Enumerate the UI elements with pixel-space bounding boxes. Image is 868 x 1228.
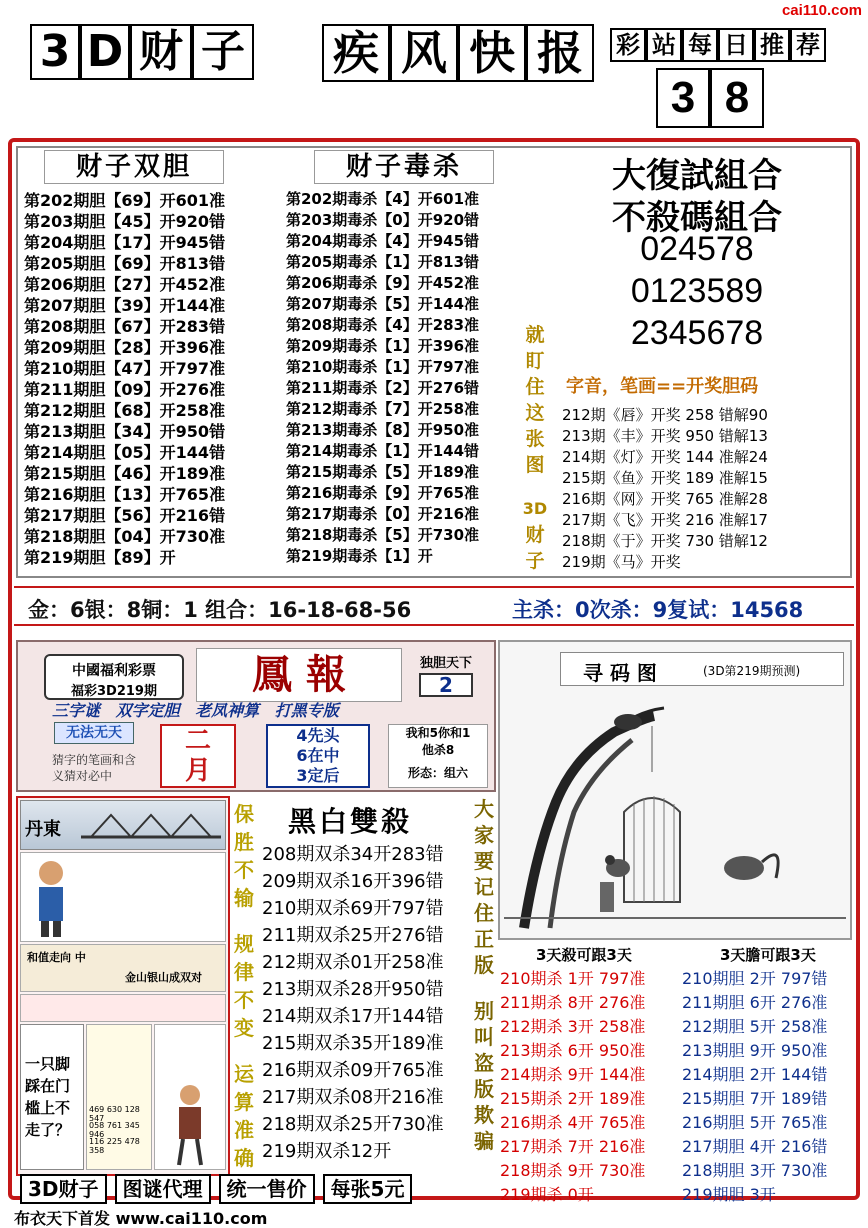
list-item: 213期双杀28开950错 <box>262 979 444 1000</box>
title-char: 疾 <box>322 24 390 82</box>
riddle-card <box>20 1024 84 1170</box>
list-item: 第207期毒杀【5】开144准 <box>286 295 480 313</box>
note-char: 张 <box>525 428 545 450</box>
list-item: 216期杀 4开 765准 <box>500 1113 646 1132</box>
slogan-char: 荐 <box>790 28 826 62</box>
list-item: 214期胆 2开 144错 <box>682 1065 828 1084</box>
note-char: 版 <box>474 1077 494 1101</box>
slogan-char: 每 <box>682 28 718 62</box>
numbers-card <box>86 1024 152 1170</box>
mid-line: 3定后 <box>296 766 340 785</box>
list-item: 219期双杀12开 <box>262 1141 392 1162</box>
title-char: 快 <box>458 24 526 82</box>
note-char: 算 <box>234 1090 254 1114</box>
list-item: 第213期毒杀【8】开950准 <box>286 421 480 439</box>
bridge-icon <box>81 807 221 847</box>
footer-credit[interactable]: 布衣天下首发 www.cai110.com <box>14 1209 268 1228</box>
lottery-name: 中國福利彩票 <box>72 663 156 679</box>
note-char: 胜 <box>234 830 254 854</box>
list-item: 第215期胆【46】开189准 <box>24 464 226 483</box>
list-item: 211期双杀25开276错 <box>262 925 444 946</box>
summary-right: 主杀：0次杀：9复试：14568 <box>512 598 804 622</box>
mini-number: 058 761 345 946 <box>89 1121 140 1139</box>
list-item: 215期双杀35开189准 <box>262 1033 444 1054</box>
vertical-note <box>520 322 550 574</box>
combo-number: 024578 <box>640 230 754 268</box>
note-char: 规 <box>234 932 254 956</box>
mini-label: 丹東 <box>25 819 61 840</box>
title-char: 3 <box>30 24 80 80</box>
fengbao-banner: 三字谜 双字定胆 老凤神算 打黑专版 <box>52 701 339 720</box>
note-char: 住 <box>474 901 494 925</box>
list-item: 第204期胆【17】开945错 <box>24 233 226 252</box>
list-item: 216期双杀09开765准 <box>262 1060 444 1081</box>
list-item: 211期杀 8开 276准 <box>500 993 646 1012</box>
note-char: 别 <box>474 999 494 1023</box>
issue-digit: 8 <box>710 68 764 128</box>
list-item: 第204期毒杀【4】开945错 <box>286 232 480 250</box>
combo-number: 0123589 <box>630 272 764 310</box>
right-line: 他杀8 <box>421 743 455 757</box>
slogan-char: 推 <box>754 28 790 62</box>
ad-strip <box>20 994 226 1022</box>
issue-digit: 3 <box>656 68 710 128</box>
list-item: 217期《飞》开奖 216 准解17 <box>562 511 768 529</box>
list-item: 214期杀 9开 144准 <box>500 1065 646 1084</box>
xunma-subtitle: (3D第219期预测) <box>703 664 801 678</box>
list-item: 第210期胆【47】开797准 <box>24 359 226 378</box>
list-item: 第203期胆【45】开920错 <box>24 212 226 231</box>
list-item: 214期《灯》开奖 144 准解24 <box>562 448 768 466</box>
form-label: 形态：组六 <box>407 766 468 780</box>
fengbao-mid <box>266 724 370 788</box>
footer-item: 图谜代理 <box>115 1174 211 1204</box>
fengbao-title: 鳳 報 <box>196 648 402 702</box>
list-item: 第205期胆【69】开813错 <box>24 254 226 273</box>
list-item: 212期双杀01开258准 <box>262 952 444 973</box>
list-item: 第215期毒杀【5】开189准 <box>286 463 480 481</box>
list-item: 第208期胆【67】开283错 <box>24 317 226 336</box>
site-url[interactable]: cai110.com <box>781 2 862 19</box>
list-item: 215期胆 7开 189错 <box>682 1089 828 1108</box>
note-char: 3D <box>522 499 548 518</box>
note-char: 保 <box>234 802 254 826</box>
issue-number <box>656 68 764 128</box>
list-item: 第206期胆【27】开452准 <box>24 275 226 294</box>
vertical-note <box>468 796 500 1154</box>
note-char: 运 <box>234 1062 254 1086</box>
note-char: 盯 <box>525 350 545 372</box>
list-item: 217期杀 7开 216准 <box>500 1137 646 1156</box>
combo-number: 2345678 <box>630 314 764 352</box>
list-item: 217期胆 4开 216错 <box>682 1137 828 1156</box>
list-item: 第212期毒杀【7】开258准 <box>286 400 480 418</box>
list-item: 213期胆 9开 950准 <box>682 1041 828 1060</box>
note-char: 正 <box>474 927 494 951</box>
mid-line: 6在中 <box>296 746 340 765</box>
ziyin-title: 字音，笔画==开奖胆码 <box>566 376 759 397</box>
slogan-char: 彩 <box>610 28 646 62</box>
person-icon <box>155 1025 225 1169</box>
list-item: 第219期胆【89】开 <box>24 548 176 567</box>
tree-bird-illustration <box>504 692 846 932</box>
shuangdan-title: 财子双胆 <box>44 150 224 184</box>
mini-label: 一只脚踩在门槛上不走了？ <box>25 1055 71 1139</box>
combo-title: 不殺碼組合 <box>612 198 782 238</box>
list-item: 第205期毒杀【1】开813错 <box>286 253 480 271</box>
note-char: 盗 <box>474 1051 494 1075</box>
issue-label: 福彩3D219期 <box>71 684 157 699</box>
list-item: 第208期毒杀【4】开283准 <box>286 316 480 334</box>
list-item: 第211期胆【09】开276准 <box>24 380 226 399</box>
list-item: 215期《鱼》开奖 189 准解15 <box>562 469 768 487</box>
list-item: 第212期胆【68】开258准 <box>24 401 226 420</box>
slogan <box>610 28 826 62</box>
note-char: 财 <box>525 524 545 546</box>
title-right <box>322 24 594 82</box>
note-char: 家 <box>474 823 494 847</box>
list-item: 219期胆 3开 <box>682 1185 776 1204</box>
xunma-title: 寻 码 图 <box>583 661 657 685</box>
list-item: 第214期胆【05】开144错 <box>24 443 226 462</box>
list-item: 第216期毒杀【9】开765准 <box>286 484 480 502</box>
dusha-title: 财子毒杀 <box>314 150 494 184</box>
list-item: 212期胆 5开 258准 <box>682 1017 828 1036</box>
list-item: 208期双杀34开283错 <box>262 844 444 865</box>
footer-item: 3D财子 <box>20 1174 107 1204</box>
note-char: 准 <box>234 1118 254 1142</box>
note-char: 版 <box>474 953 494 977</box>
list-item: 第218期胆【04】开730准 <box>24 527 226 546</box>
note-char: 要 <box>474 849 494 873</box>
list-item: 218期双杀25开730准 <box>262 1114 444 1135</box>
list-item: 217期双杀08开216准 <box>262 1087 444 1108</box>
right-line: 我和5你和1 <box>405 726 471 740</box>
combo-title: 大復試組合 <box>612 156 782 196</box>
corner-value: 2 <box>419 673 473 697</box>
sha3-title: 3天殺可跟3天 <box>536 946 632 964</box>
list-item: 216期胆 5开 765准 <box>682 1113 828 1132</box>
summary-bar <box>14 586 854 626</box>
big-char: 月 <box>184 756 211 786</box>
note-char: 就 <box>525 324 545 346</box>
list-item: 第213期胆【34】开950错 <box>24 422 226 441</box>
heibai-title: 黑白雙殺 <box>288 805 413 838</box>
note-char: 变 <box>234 1016 254 1040</box>
title-left <box>30 24 254 80</box>
footer-item: 每张5元 <box>323 1174 413 1204</box>
note-char: 确 <box>234 1146 254 1170</box>
child-figure-icon <box>21 853 81 939</box>
mid-line: 4先头 <box>296 726 340 745</box>
note-char: 叫 <box>474 1025 494 1049</box>
list-item: 212期《唇》开奖 258 错解90 <box>562 406 768 424</box>
note-char: 欺 <box>474 1103 494 1127</box>
list-item: 第219期毒杀【1】开 <box>286 547 433 565</box>
slogan-char: 站 <box>646 28 682 62</box>
list-item: 第209期胆【28】开396准 <box>24 338 226 357</box>
note-char: 记 <box>474 875 494 899</box>
dan3-title: 3天膽可跟3天 <box>720 946 816 964</box>
list-item: 第202期胆【69】开601准 <box>24 191 226 210</box>
fengbao-riddle: 猜字的笔画和含义猜对必中 <box>52 753 137 783</box>
footer-item: 统一售价 <box>219 1174 315 1204</box>
mini-number: 469 630 128 547 <box>89 1105 140 1123</box>
title-char: 子 <box>192 24 254 80</box>
title-char: D <box>80 24 130 80</box>
note-char: 律 <box>234 960 254 984</box>
note-char: 这 <box>525 402 545 424</box>
list-item: 210期胆 2开 797错 <box>682 969 828 988</box>
list-item: 211期胆 6开 276准 <box>682 993 828 1012</box>
note-char: 不 <box>234 988 254 1012</box>
list-item: 第210期毒杀【1】开797准 <box>286 358 480 376</box>
list-item: 216期《网》开奖 765 准解28 <box>562 490 768 508</box>
fengbao-corner <box>408 652 484 700</box>
bridge-image <box>20 800 226 850</box>
xunma-title-box <box>560 652 844 686</box>
title-char: 财 <box>130 24 192 80</box>
list-item: 213期《丰》开奖 950 错解13 <box>562 427 768 445</box>
slogan-char: 日 <box>718 28 754 62</box>
list-item: 第217期毒杀【0】开216准 <box>286 505 480 523</box>
mini-label: 和值走向 中 <box>27 951 86 964</box>
list-item: 第218期毒杀【5】开730准 <box>286 526 480 544</box>
list-item: 第202期毒杀【4】开601准 <box>286 190 480 208</box>
list-item: 218期《于》开奖 730 错解12 <box>562 532 768 550</box>
mini-label: 金山银山成双对 <box>125 971 202 984</box>
fengbao-left-box: 无法无天 <box>54 722 134 744</box>
list-item: 210期双杀69开797错 <box>262 898 444 919</box>
note-char: 不 <box>234 858 254 882</box>
list-item: 第217期胆【56】开216错 <box>24 506 226 525</box>
list-item: 第209期毒杀【1】开396准 <box>286 337 480 355</box>
mini-number: 116 225 478 358 <box>89 1137 140 1155</box>
list-item: 214期双杀17开144错 <box>262 1006 444 1027</box>
list-item: 第206期毒杀【9】开452准 <box>286 274 480 292</box>
footer-items <box>20 1174 412 1204</box>
list-item: 219期《马》开奖 <box>562 553 681 571</box>
list-item: 215期杀 2开 189准 <box>500 1089 646 1108</box>
list-item: 209期双杀16开396错 <box>262 871 444 892</box>
list-item: 218期杀 9开 730准 <box>500 1161 646 1180</box>
list-item: 218期胆 3开 730准 <box>682 1161 828 1180</box>
list-item: 第203期毒杀【0】开920错 <box>286 211 480 229</box>
list-item: 第207期胆【39】开144准 <box>24 296 226 315</box>
corner-label: 独胆天下 <box>419 656 472 671</box>
title-char: 报 <box>526 24 594 82</box>
list-item: 第211期毒杀【2】开276错 <box>286 379 480 397</box>
title-char: 风 <box>390 24 458 82</box>
combo-panel <box>552 146 850 368</box>
vertical-note <box>228 800 260 1172</box>
big-char: 二 <box>184 726 211 756</box>
figure-card <box>154 1024 226 1170</box>
note-char: 图 <box>525 454 545 476</box>
list-item: 219期杀 0开 <box>500 1185 594 1204</box>
list-item: 213期杀 6开 950准 <box>500 1041 646 1060</box>
list-item: 第216期胆【13】开765准 <box>24 485 226 504</box>
note-char: 输 <box>234 886 254 910</box>
list-item: 第214期毒杀【1】开144错 <box>286 442 480 460</box>
note-char: 骗 <box>474 1129 494 1153</box>
hill-image <box>20 944 226 992</box>
summary-left: 金：6银：8铜：1 组合：16-18-68-56 <box>28 598 412 622</box>
list-item: 210期杀 1开 797准 <box>500 969 646 988</box>
note-char: 大 <box>474 797 494 821</box>
note-char: 住 <box>525 376 545 398</box>
fengbao-big-char <box>160 724 236 788</box>
fengbao-right <box>388 724 488 788</box>
list-item: 212期杀 3开 258准 <box>500 1017 646 1036</box>
note-char: 子 <box>525 550 545 572</box>
fengbao-lottery-box <box>44 654 184 700</box>
child-image <box>20 852 226 942</box>
